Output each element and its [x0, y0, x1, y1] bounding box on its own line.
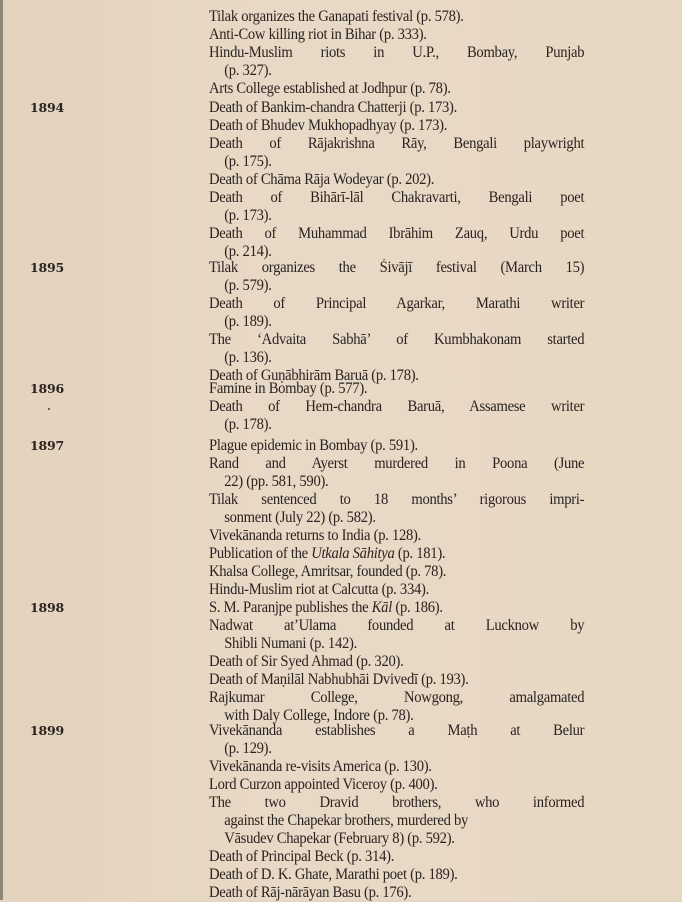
- entries-list: [209, 8, 589, 98]
- chronology-entry: Tilak sentenced to 18 months’ rigorous impri- sonment (July 22) (p. 582).: [209, 491, 585, 526]
- entries-list: [209, 99, 589, 261]
- chronology-entry: Hindu-Muslim riot at Calcutta (p. 334).: [209, 581, 429, 598]
- chronology-entry: Tilak organizes the Śivājī festival (March 15) (p. 579).: [209, 259, 585, 294]
- publication-title: Kāl: [371, 599, 392, 616]
- chronology-entry: S. M. Paranjpe publishes the Kāl (p. 186).: [209, 599, 443, 616]
- chronology-entry: Hindu-Muslim riots in U.P., Bombay, Punjab (p. 327).: [209, 44, 585, 79]
- year-label: 1897: [30, 438, 64, 453]
- chronology-entry: Death of Muhammad Ibrāhim Zauq, Urdu poet (p. 214).: [209, 225, 585, 260]
- entries-list: [209, 722, 589, 902]
- chronology-entry: Publication of the Utkala Sāhitya (p. 181).: [209, 545, 446, 562]
- chronology-entry: Death of Bihārī-lāl Chakravarti, Bengali poet (p. 173).: [209, 189, 585, 224]
- chronology-entry: Death of Bhudev Mukhopadhyay (p. 173).: [209, 117, 448, 134]
- chronology-entry: Khalsa College, Amritsar, founded (p. 78).: [209, 563, 447, 580]
- chronology-entry: Death of Principal Beck (p. 314).: [209, 848, 395, 865]
- chronology-entry: Vivekānanda establishes a Maṭh at Belur (p. 129).: [209, 722, 585, 757]
- chronology-entry: Tilak organizes the Ganapati festival (p. 578).: [209, 8, 464, 25]
- chronology-entry: Death of Principal Agarkar, Marathi writer (p. 189).: [209, 295, 585, 330]
- year-label: 1899: [30, 723, 64, 738]
- chronology-entry: Famine in Bombay (p. 577).: [209, 380, 368, 397]
- chronology-entry: Vivekānanda re-visits America (p. 130).: [209, 758, 432, 775]
- entries-list: [209, 437, 589, 599]
- entries-list: [209, 599, 589, 725]
- year-label: 1895: [30, 260, 64, 275]
- chronology-entry: The two Dravid brothers, who informed against the Chapekar brothers, murdered by Vāsudev Chapekar (February 8) (p. 592).: [209, 794, 585, 847]
- chronology-entry: Death of Rāj-nārāyan Basu (p. 176).: [209, 884, 412, 901]
- chronology-entry: Death of Maṇilāl Nabhubhāi Dvivedī (p. 193).: [209, 671, 469, 688]
- chronology-entry: Anti-Cow killing riot in Bihar (p. 333).: [209, 26, 427, 43]
- chronology-entry: Death of Rājakrishna Rāy, Bengali playwright (p. 175).: [209, 135, 585, 170]
- chronology-entry: Arts College established at Jodhpur (p. 78).: [209, 80, 451, 97]
- chronology-entry: Rajkumar College, Nowgong, amalgamated with Daly College, Indore (p. 78).: [209, 689, 585, 724]
- chronology-entry: Death of Sir Syed Ahmad (p. 320).: [209, 653, 404, 670]
- chronology-entry: Death of Chāma Rāja Wodeyar (p. 202).: [209, 171, 435, 188]
- chronology-entry: Rand and Ayerst murdered in Poona (June 22) (pp. 581, 590).: [209, 455, 585, 490]
- chronology-entry: Vivekānanda returns to India (p. 128).: [209, 527, 422, 544]
- publication-title: Utkala Sāhitya: [311, 545, 395, 562]
- ink-speck: [48, 408, 50, 410]
- chronology-entry: Death of D. K. Ghate, Marathi poet (p. 189).: [209, 866, 458, 883]
- entries-list: [209, 259, 589, 385]
- year-label: 1894: [30, 100, 64, 115]
- chronology-entry: Death of Hem-chandra Baruā, Assamese writer (p. 178).: [209, 398, 585, 433]
- chronology-entry: The ‘Advaita Sabhā’ of Kumbhakonam started (p. 136).: [209, 331, 585, 366]
- chronology-entry: Nadwat at’Ulama founded at Lucknow by Shibli Numani (p. 142).: [209, 617, 585, 652]
- chronology-entry: Plague epidemic in Bombay (p. 591).: [209, 437, 418, 454]
- entries-list: [209, 380, 589, 434]
- chronology-entry: Death of Bankim-chandra Chatterji (p. 173).: [209, 99, 458, 116]
- chronology-entry: Death of Guṇābhirām Baruā (p. 178).: [209, 367, 419, 384]
- book-page: [3, 0, 682, 900]
- chronology-entry: Lord Curzon appointed Viceroy (p. 400).: [209, 776, 438, 793]
- year-label: 1896: [30, 381, 64, 396]
- year-label: 1898: [30, 600, 64, 615]
